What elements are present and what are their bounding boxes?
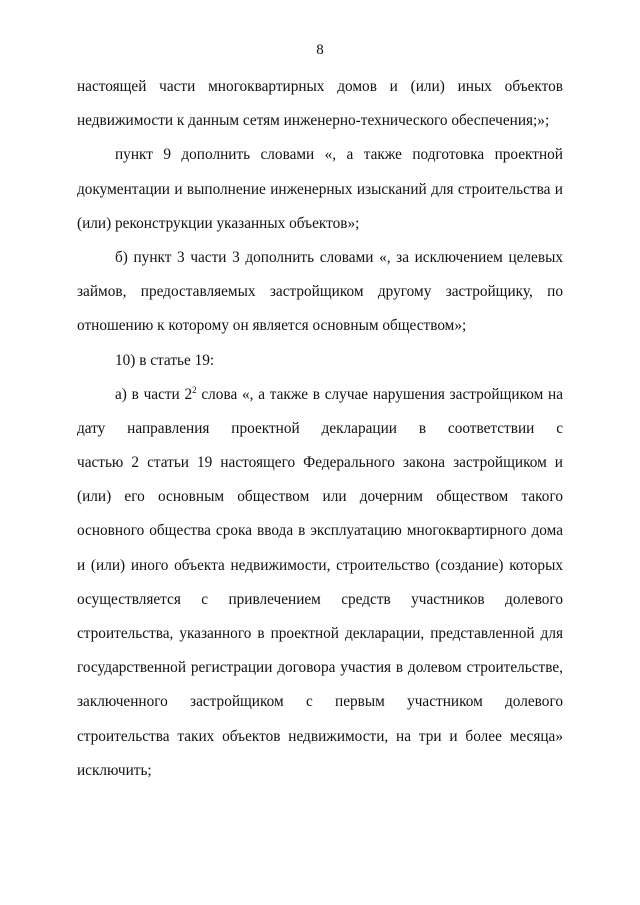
line-text: исключить; [77, 761, 152, 779]
line-text: заключенного застройщиком с первым участником долевого [77, 693, 563, 711]
text-line [77, 685, 563, 719]
line-text: займов, предоставляемых застройщиком другому застройщику, по [77, 283, 563, 301]
text-line [77, 583, 563, 617]
line-text: дату направления проектной декларации в соответствии с [77, 419, 563, 437]
line-text: строительства, указанного в проектной декларации, представленной для [77, 625, 563, 642]
text-line [77, 651, 563, 685]
line-text: (или) его основным обществом или дочерним обществом такого [77, 488, 563, 506]
text-line [77, 70, 563, 104]
line-text-continued: слова «, а также в случае нарушения застройщиком на [196, 385, 563, 403]
line-text: пункт 9 дополнить словами «, а также подготовка проектной [115, 146, 563, 164]
text-line [77, 446, 563, 480]
line-text: настоящей части многоквартирных домов и (или) иных объектов [77, 78, 563, 95]
text-line [77, 754, 563, 788]
text-line [77, 138, 563, 172]
text-line [77, 207, 563, 241]
line-text: а) в части 2 [115, 385, 193, 403]
line-text: 10) в статье 19: [115, 351, 215, 369]
text-line [77, 378, 563, 412]
text-line [77, 720, 563, 754]
superscript: 2 [192, 384, 197, 395]
page-number: 8 [316, 42, 324, 58]
line-text: строительства таких объектов недвижимости, на три и более месяца» [77, 727, 563, 745]
text-line [77, 514, 563, 548]
text-line [77, 549, 563, 583]
line-text: основного общества срока ввода в эксплуатацию многоквартирного дома [77, 522, 563, 540]
text-line [77, 173, 563, 207]
line-text: б) пункт 3 части 3 дополнить словами «, за исключением целевых [115, 248, 563, 266]
line-text: документации и выполнение инженерных изысканий для строительства и [77, 180, 563, 198]
text-line [77, 480, 563, 514]
line-text: частью 2 статьи 19 настоящего Федерального закона застройщиком и [77, 454, 563, 472]
text-line [77, 275, 563, 309]
line-text: отношению к которому он является основным обществом»; [77, 317, 467, 335]
line-text: и (или) иного объекта недвижимости, строительство (создание) которых [77, 556, 563, 574]
document-body [77, 70, 563, 788]
text-line [77, 241, 563, 275]
line-text: государственной регистрации договора участия в долевом строительстве, [77, 659, 563, 677]
text-line [77, 412, 563, 446]
line-text: недвижимости к данным сетям инженерно-технического обеспечения;»; [77, 112, 550, 130]
line-text: осуществляется с привлечением средств участников долевого [77, 590, 563, 608]
text-line [77, 617, 563, 651]
text-line [77, 309, 563, 343]
line-text: (или) реконструкции указанных объектов»; [77, 214, 360, 232]
text-line [77, 344, 563, 378]
text-line [77, 104, 563, 138]
